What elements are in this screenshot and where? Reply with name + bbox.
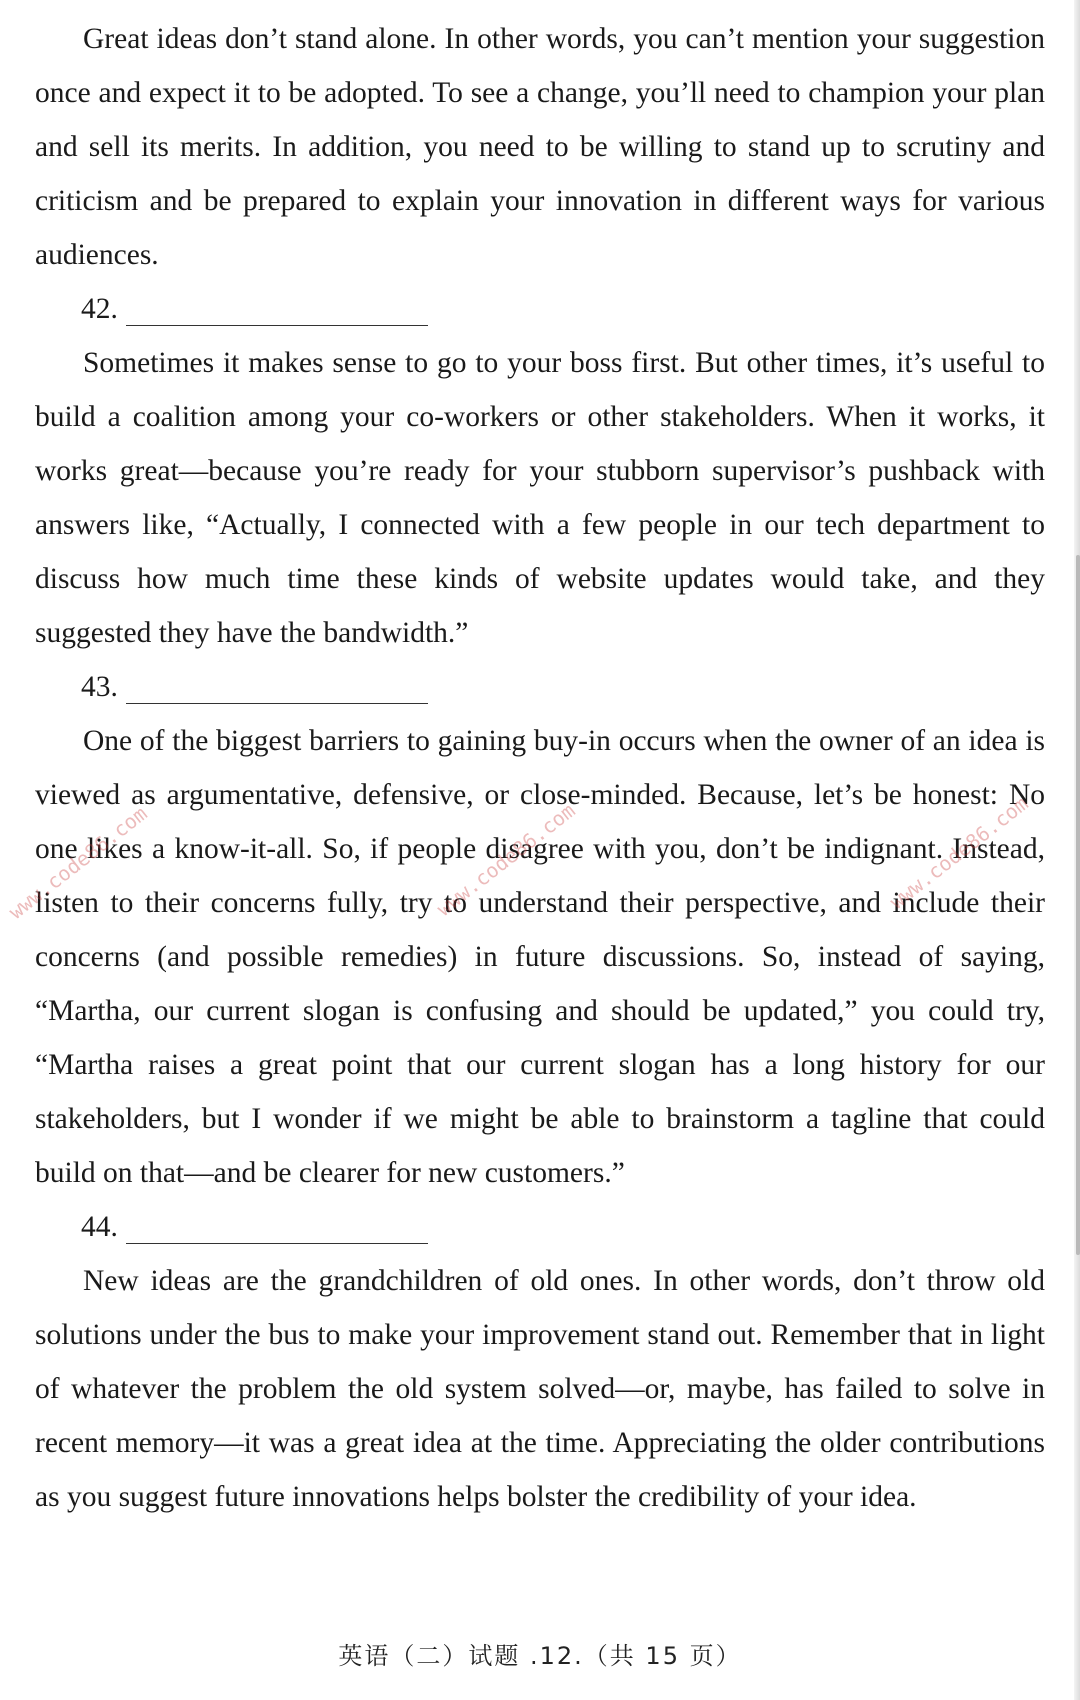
paragraph-3: One of the biggest barriers to gaining buy-in occurs when the owner of an idea is viewed as argumentative, defensive, or close-minded. Because, let’s be honest: No one likes a know-it-all. So, if people disagree with you, don’t be indignant. Instead, listen to their concerns fully, try to understand their perspective, and include their concerns (and possible remedies) in future discussions. So, instead of saying, “Martha, our current slogan is confusing and should be updated,” you could try, “Martha raises a great point that our current slogan has a long history for our stakeholders, but I wonder if we might be able to brainstorm a tagline that could build on that—and be clearer for new customers.” — [35, 725, 1045, 1189]
page-footer: 英语（二）试题 .12.（共 15 页） — [338, 1642, 742, 1670]
watermark-2: www.code86.com — [432, 798, 580, 921]
question-number-43: 43. — [81, 671, 118, 703]
answer-blank-44 — [35, 1200, 1045, 1254]
paragraph-4: New ideas are the grandchildren of old ones. In other words, don’t throw old solutions under the bus to make your improvement stand out. Remember that in light of whatever the problem the old system solved—or, maybe, has failed to solve in recent memory—it was a great idea at the time. Appreciating the older contributions as you suggest future innovations helps bolster the credibility of your idea. — [35, 1265, 1045, 1513]
watermark-3: www.code86.com — [885, 791, 1033, 914]
scrollbar-thumb[interactable] — [1076, 555, 1080, 1255]
question-number-44: 44. — [81, 1211, 118, 1243]
paragraph-1: Great ideas don’t stand alone. In other words, you can’t mention your suggestion once and expect it to be adopted. To see a change, you’ll need to champion your plan and sell its merits. In addition, you need to be willing to stand up to scrutiny and criticism and be prepared to explain your innovation in different ways for various audiences. — [35, 23, 1045, 271]
fill-in-line-43[interactable] — [126, 703, 428, 704]
watermark-1: www.code86.com — [4, 801, 152, 924]
fill-in-line-42[interactable] — [126, 325, 428, 326]
fill-in-line-44[interactable] — [126, 1243, 428, 1244]
question-number-42: 42. — [81, 293, 118, 325]
answer-blank-42 — [35, 282, 1045, 336]
reading-passage — [35, 12, 1045, 1524]
paragraph-2: Sometimes it makes sense to go to your boss first. But other times, it’s useful to build a coalition among your co-workers or other stakeholders. When it works, it works great—because you’re ready for your stubborn supervisor’s pushback with answers like, “Actually, I connected with a few people in our tech department to discuss how much time these kinds of website updates would take, and they suggested they have the bandwidth.” — [35, 347, 1045, 649]
answer-blank-43 — [35, 660, 1045, 714]
